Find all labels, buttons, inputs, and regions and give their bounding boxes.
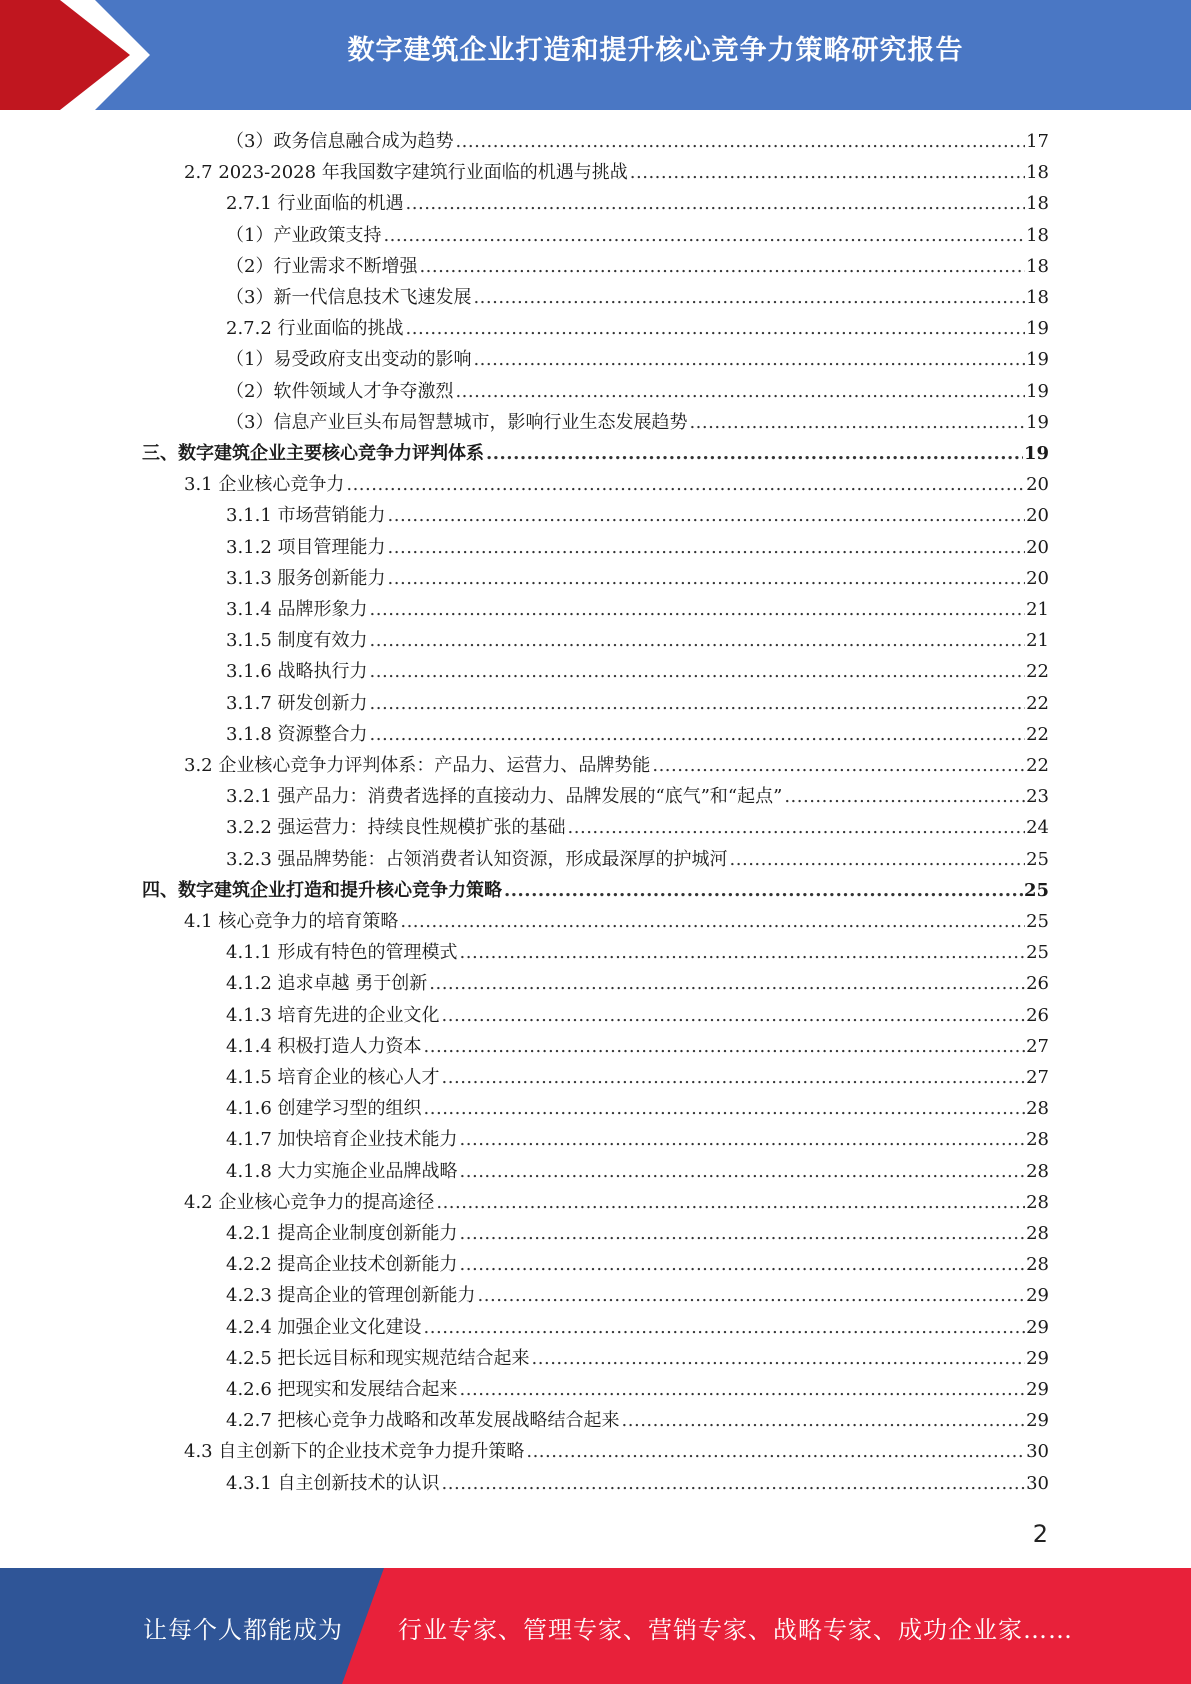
toc-entry[interactable] xyxy=(226,937,1049,968)
toc-leader-dots xyxy=(460,1218,1026,1249)
toc-entry-title: （3）新一代信息技术飞速发展 xyxy=(226,287,472,308)
toc-entry-page: 20 xyxy=(1026,474,1049,496)
toc-entry-page: 21 xyxy=(1026,630,1049,652)
footer-slogan-right: 行业专家、管理专家、营销专家、战略专家、成功企业家…… xyxy=(398,1616,1073,1644)
toc-entry-title: 3.2.3 强品牌势能：占领消费者认知资源，形成最深厚的护城河 xyxy=(226,848,728,870)
toc-entry-title: 3.1.5 制度有效力 xyxy=(226,630,368,652)
toc-leader-dots xyxy=(400,906,1025,937)
toc-entry-page: 19 xyxy=(1026,318,1049,340)
toc-entry-title: 3.1.1 市场营销能力 xyxy=(226,505,386,527)
toc-entry-title: 4.2.4 加强企业文化建设 xyxy=(226,1316,422,1338)
toc-leader-dots xyxy=(346,469,1025,500)
toc-entry-title: 4.1 核心竞争力的培育策略 xyxy=(184,911,399,932)
toc-entry[interactable] xyxy=(226,1280,1049,1311)
toc-entry-title: 3.1.2 项目管理能力 xyxy=(226,536,386,558)
toc-entry-title: 4.1.2 追求卓越 勇于创新 xyxy=(226,973,428,995)
toc-entry-page: 20 xyxy=(1026,536,1049,558)
toc-leader-dots xyxy=(486,438,1023,469)
toc-entry-title: 2.7 2023-2028 年我国数字建筑行业面临的机遇与挑战 xyxy=(184,162,628,184)
toc-leader-dots xyxy=(406,188,1026,219)
toc-entry[interactable] xyxy=(226,1218,1049,1249)
toc-entry-title: 3.1.7 研发创新力 xyxy=(226,692,368,714)
toc-entry-page: 28 xyxy=(1026,1160,1049,1182)
toc-entry[interactable] xyxy=(184,750,1049,781)
toc-entry-page: 23 xyxy=(1026,786,1049,808)
toc-entry[interactable] xyxy=(226,968,1049,999)
toc-leader-dots xyxy=(630,157,1025,188)
toc-entry-title: 4.1.5 培育企业的核心人才 xyxy=(226,1067,440,1088)
toc-leader-dots xyxy=(370,719,1026,750)
toc-entry-title: 4.1.6 创建学习型的组织 xyxy=(226,1098,422,1120)
toc-leader-dots xyxy=(455,376,1025,407)
toc-leader-dots xyxy=(388,500,1026,531)
toc-leader-dots xyxy=(424,1312,1026,1343)
footer-slogan-left: 让每个人都能成为 xyxy=(143,1616,343,1644)
toc-entry-page: 27 xyxy=(1026,1067,1049,1088)
toc-entry[interactable] xyxy=(226,1062,1049,1093)
toc-leader-dots xyxy=(622,1405,1026,1436)
toc-entry-title: 3.2.2 强运营力：持续良性规模扩张的基础 xyxy=(226,817,566,839)
toc-entry-page: 28 xyxy=(1026,1129,1049,1151)
toc-entry[interactable] xyxy=(226,1031,1049,1062)
toc-entry-title: 4.2.6 把现实和发展结合起来 xyxy=(226,1379,458,1400)
toc-entry-page: 18 xyxy=(1026,224,1049,246)
toc-entry-title: 4.1.1 形成有特色的管理模式 xyxy=(226,942,458,964)
toc-entry-page: 29 xyxy=(1026,1379,1049,1400)
page-number: 2 xyxy=(1032,1520,1048,1548)
toc-entry[interactable] xyxy=(226,313,1049,344)
toc-entry[interactable] xyxy=(226,282,1049,313)
toc-entry-page: 29 xyxy=(1026,1316,1049,1338)
toc-leader-dots xyxy=(730,844,1026,875)
page-footer xyxy=(0,1568,1191,1684)
toc-leader-dots xyxy=(406,313,1026,344)
toc-entry[interactable] xyxy=(226,781,1049,812)
toc-entry-page: 20 xyxy=(1026,505,1049,527)
toc-entry[interactable] xyxy=(226,1124,1049,1155)
toc-entry-title: 4.3 自主创新下的企业技术竞争力提升策略 xyxy=(184,1441,525,1463)
toc-leader-dots xyxy=(460,1374,1026,1405)
toc-entry-page: 19 xyxy=(1023,443,1049,464)
toc-entry-title: 4.2.2 提高企业技术创新能力 xyxy=(226,1254,458,1276)
report-title: 数字建筑企业打造和提升核心竞争力策略研究报告 xyxy=(347,35,964,66)
toc-entry[interactable] xyxy=(184,1436,1049,1467)
toc-entry-title: 4.2 企业核心竞争力的提高途径 xyxy=(184,1191,435,1213)
toc-leader-dots xyxy=(652,750,1025,781)
toc-leader-dots xyxy=(568,812,1026,843)
toc-entry-page: 29 xyxy=(1026,1410,1049,1432)
toc-entry[interactable] xyxy=(226,500,1049,531)
toc-entry-title: （3）政务信息融合成为趋势 xyxy=(226,131,454,152)
toc-entry-title: 4.1.8 大力实施企业品牌战略 xyxy=(226,1160,458,1182)
toc-entry-title: （1）易受政府支出变动的影响 xyxy=(226,349,472,371)
toc-leader-dots xyxy=(478,1280,1026,1311)
toc-entry[interactable] xyxy=(226,688,1049,719)
toc-entry-page: 27 xyxy=(1026,1035,1049,1057)
toc-entry-title: 3.1.6 战略执行力 xyxy=(226,661,368,683)
toc-entry[interactable] xyxy=(184,469,1049,500)
toc-entry-title: 三、数字建筑企业主要核心竞争力评判体系 xyxy=(142,443,484,464)
toc-entry-page: 22 xyxy=(1026,723,1049,745)
toc-entry[interactable] xyxy=(226,719,1049,750)
toc-leader-dots xyxy=(532,1343,1026,1374)
toc-entry[interactable] xyxy=(226,812,1049,843)
toc-entry[interactable] xyxy=(226,1249,1049,1280)
toc-leader-dots xyxy=(370,688,1026,719)
toc-leader-dots xyxy=(388,563,1026,594)
toc-entry-page: 18 xyxy=(1026,287,1049,308)
toc-entry-title: 4.2.5 把长远目标和现实规范结合起来 xyxy=(226,1347,530,1369)
toc-entry-page: 22 xyxy=(1026,692,1049,714)
toc-leader-dots xyxy=(370,656,1026,687)
toc-entry-title: 4.1.3 培育先进的企业文化 xyxy=(226,1004,440,1026)
toc-leader-dots xyxy=(504,875,1023,906)
toc-leader-dots xyxy=(460,937,1026,968)
toc-entry-title: 4.2.3 提高企业的管理创新能力 xyxy=(226,1285,476,1307)
toc-leader-dots xyxy=(460,1249,1026,1280)
toc-leader-dots xyxy=(442,1468,1026,1499)
toc-entry[interactable] xyxy=(226,1312,1049,1343)
toc-entry-page: 28 xyxy=(1026,1254,1049,1276)
toc-entry-page: 30 xyxy=(1026,1472,1049,1494)
toc-entry-title: （2）软件领域人才争夺激烈 xyxy=(226,380,454,402)
toc-leader-dots xyxy=(460,1156,1026,1187)
toc-leader-dots xyxy=(784,781,1025,812)
toc-entry-title: 3.2.1 强产品力：消费者选择的直接动力、品牌发展的“底气”和“起点” xyxy=(226,786,783,808)
toc-entry-page: 30 xyxy=(1026,1441,1049,1463)
toc-entry[interactable] xyxy=(226,1093,1049,1124)
toc-leader-dots xyxy=(436,1187,1025,1218)
toc-entry[interactable] xyxy=(226,126,1049,157)
toc-leader-dots xyxy=(442,1062,1026,1093)
toc-entry-title: 4.1.7 加快培育企业技术能力 xyxy=(226,1129,458,1151)
toc-entry[interactable] xyxy=(226,594,1049,625)
toc-entry[interactable] xyxy=(226,844,1049,875)
toc-entry-title: 四、数字建筑企业打造和提升核心竞争力策略 xyxy=(142,879,502,901)
toc-leader-dots xyxy=(473,282,1025,313)
toc-entry[interactable] xyxy=(226,656,1049,687)
toc-leader-dots xyxy=(460,1124,1026,1155)
toc-entry[interactable] xyxy=(226,1405,1049,1436)
toc-entry[interactable] xyxy=(226,344,1049,375)
toc-entry-page: 25 xyxy=(1026,942,1049,964)
toc-entry-page: 22 xyxy=(1026,755,1049,776)
toc-entry-title: 4.2.7 把核心竞争力战略和改革发展战略结合起来 xyxy=(226,1410,620,1432)
toc-entry[interactable] xyxy=(184,906,1049,937)
toc-entry-page: 29 xyxy=(1026,1347,1049,1369)
page-header xyxy=(0,0,1191,110)
toc-entry[interactable] xyxy=(226,251,1049,282)
toc-entry-title: （1）产业政策支持 xyxy=(226,224,382,246)
toc-leader-dots xyxy=(370,594,1026,625)
toc-leader-dots xyxy=(388,532,1026,563)
toc-entry[interactable] xyxy=(226,1000,1049,1031)
toc-entry[interactable] xyxy=(142,875,1049,906)
toc-entry[interactable] xyxy=(184,157,1049,188)
toc-entry[interactable] xyxy=(226,1374,1049,1405)
toc-entry-page: 17 xyxy=(1026,131,1049,152)
toc-entry-page: 22 xyxy=(1026,661,1049,683)
toc-entry-title: 2.7.1 行业面临的机遇 xyxy=(226,193,404,215)
toc-entry-page: 18 xyxy=(1026,193,1049,215)
toc-entry-page: 20 xyxy=(1026,567,1049,589)
toc-entry-title: 3.1.8 资源整合力 xyxy=(226,723,368,745)
toc-entry[interactable] xyxy=(226,532,1049,563)
toc-entry[interactable] xyxy=(226,625,1049,656)
toc-entry-title: 3.2 企业核心竞争力评判体系：产品力、运营力、品牌势能 xyxy=(184,755,651,776)
toc-leader-dots xyxy=(442,1000,1026,1031)
toc-entry-page: 25 xyxy=(1026,848,1049,870)
toc-leader-dots xyxy=(455,126,1025,157)
toc-leader-dots xyxy=(429,968,1025,999)
toc-entry[interactable] xyxy=(226,563,1049,594)
toc-entry-page: 19 xyxy=(1026,380,1049,402)
toc-entry-page: 19 xyxy=(1026,411,1049,433)
toc-entry-page: 21 xyxy=(1026,599,1049,620)
toc-leader-dots xyxy=(689,407,1025,438)
toc-entry-page: 19 xyxy=(1026,349,1049,371)
toc-entry-title: 4.1.4 积极打造人力资本 xyxy=(226,1035,422,1057)
toc-entry-title: 3.1 企业核心竞争力 xyxy=(184,474,345,496)
toc-entry-page: 28 xyxy=(1026,1223,1049,1244)
toc-entry[interactable] xyxy=(226,220,1049,251)
toc-entry-page: 26 xyxy=(1026,1004,1049,1026)
toc-entry-page: 26 xyxy=(1026,973,1049,995)
toc-entry-title: 2.7.2 行业面临的挑战 xyxy=(226,318,404,340)
toc-entry-title: （2）行业需求不断增强 xyxy=(226,255,418,277)
toc-entry-page: 25 xyxy=(1026,911,1049,932)
toc-entry-title: 3.1.4 品牌形象力 xyxy=(226,599,368,620)
toc-leader-dots xyxy=(383,220,1025,251)
toc-entry[interactable] xyxy=(226,376,1049,407)
toc-entry-title: 3.1.3 服务创新能力 xyxy=(226,567,386,589)
toc-entry[interactable] xyxy=(226,1468,1049,1499)
toc-leader-dots xyxy=(370,625,1026,656)
toc-leader-dots xyxy=(419,251,1025,282)
toc-entry[interactable] xyxy=(226,1156,1049,1187)
toc-leader-dots xyxy=(424,1093,1026,1124)
toc-entry-title: 4.2.1 提高企业制度创新能力 xyxy=(226,1223,458,1244)
toc-entry[interactable] xyxy=(142,438,1049,469)
toc-entry-page: 28 xyxy=(1026,1098,1049,1120)
toc-leader-dots xyxy=(424,1031,1026,1062)
toc-entry[interactable] xyxy=(184,1187,1049,1218)
toc-entry-page: 29 xyxy=(1026,1285,1049,1307)
toc-leader-dots xyxy=(526,1436,1025,1467)
toc-entry-title: （3）信息产业巨头布局智慧城市，影响行业生态发展趋势 xyxy=(226,411,688,433)
toc-entry-title: 4.3.1 自主创新技术的认识 xyxy=(226,1472,440,1494)
toc-entry-page: 24 xyxy=(1026,817,1049,839)
toc-entry-page: 18 xyxy=(1026,255,1049,277)
toc-entry[interactable] xyxy=(226,1343,1049,1374)
toc-entry-page: 28 xyxy=(1026,1191,1049,1213)
toc-entry-page: 18 xyxy=(1026,162,1049,184)
toc-entry-page: 25 xyxy=(1023,879,1049,901)
toc-leader-dots xyxy=(473,344,1025,375)
toc-entry[interactable] xyxy=(226,188,1049,219)
toc-entry[interactable] xyxy=(226,407,1049,438)
